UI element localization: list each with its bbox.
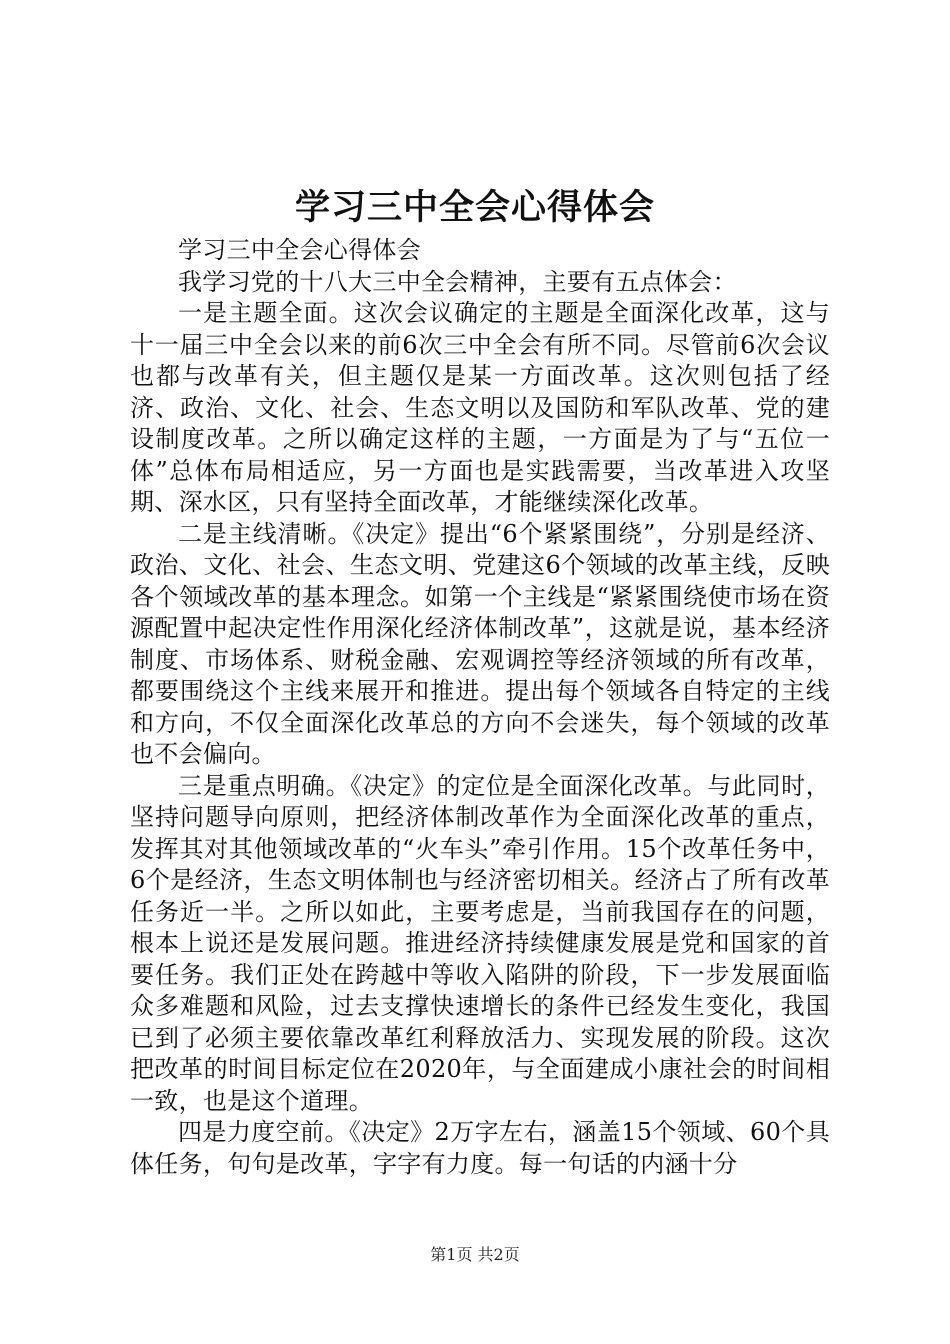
document-body bbox=[130, 235, 830, 1180]
paragraph-intro: 我学习党的十八大三中全会精神，主要有五点体会： bbox=[178, 267, 737, 296]
paragraph-subtitle: 学习三中全会心得体会 bbox=[178, 236, 421, 264]
document-title: 学习三中全会心得体会 bbox=[294, 187, 655, 228]
paragraph-point-two: 二是主线清晰。《决定》提出“6个紧紧围绕”，分别是经济、政治、文化、社会、生态文明、党建这6个领域的改革主线，反映各个领域改革的基本理念。如第一个主线是“紧紧围绕使市场在资源配置中起决定性作用深化经济体制改革”，这就是说，基本经济制度、市场体系、财税金融、宏观调控等经济领域的所有改革，都要围绕这个主线来展开和推进。提出每个领域各自特定的主线和方向，不仅全面深化改革总的方向不会迷失，每个领域的改革也不会偏向。 bbox=[130, 519, 830, 768]
paragraph-point-three: 三是重点明确。《决定》的定位是全面深化改革。与此同时，坚持问题导向原则，把经济体制改革作为全面深化改革的重点，发挥其对其他领域改革的“火车头”牵引作用。15个改革任务中，6个是经济，生态文明体制也与经济密切相关。经济占了所有改革任务近一半。之所以如此，主要考虑是，当前我国存在的问题，根本上说还是发展问题。推进经济持续健康发展是党和国家的首要任务。我们正处在跨越中等收入陷阱的阶段，下一步发展面临众多难题和风险，过去支撑快速增长的条件已经发生变化，我国已到了必须主要依靠改革红利释放活力、实现发展的阶段。这次把改革的时间目标定位在2020年，与全面建成小康社会的时间相一致，也是这个道理。 bbox=[130, 771, 830, 1115]
paragraph-point-four: 四是力度空前。《决定》2万字左右，涵盖15个领域、60个具体任务，句句是改革，字字有力度。每一句话的内涵十分 bbox=[130, 1118, 830, 1178]
page-number-indicator: 第1页 共2页 bbox=[430, 1245, 520, 1264]
page-footer bbox=[0, 1244, 950, 1266]
paragraph-point-one: 一是主题全面。这次会议确定的主题是全面深化改革，这与十一届三中全会以来的前6次三中全会有所不同。尽管前6次会议也都与改革有关，但主题仅是某一方面改革。这次则包括了经济、政治、文化、社会、生态文明以及国防和军队改革、党的建设制度改革。之所以确定这样的主题，一方面是为了与“五位一体”总体布局相适应，另一方面也是实践需要，当改革进入攻坚期、深水区，只有坚持全面改革，才能继续深化改革。 bbox=[130, 299, 830, 516]
